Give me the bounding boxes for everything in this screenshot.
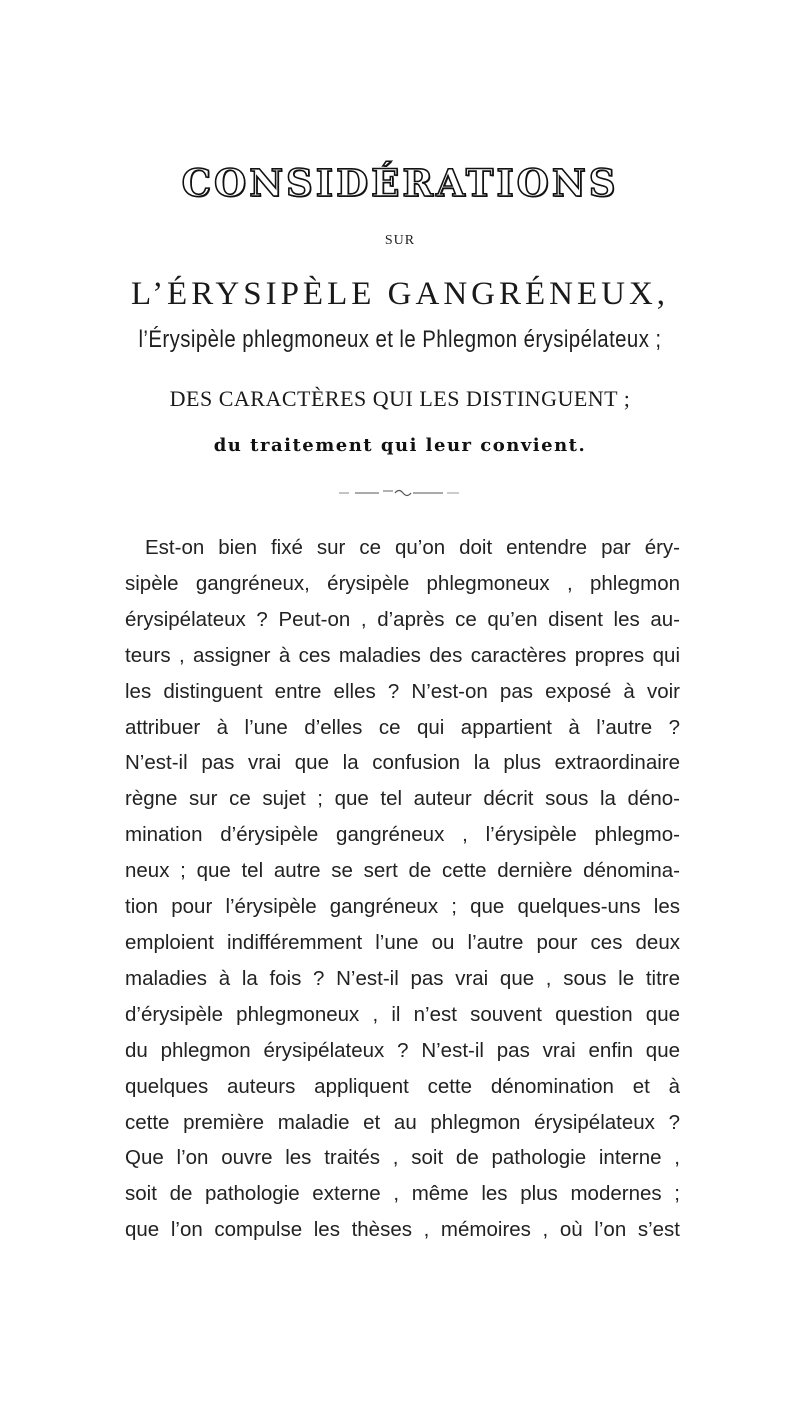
body-line: cette première maladie et au phlegmon érysipélateux ? <box>125 1110 680 1134</box>
body-line: quelques auteurs appliquent cette dénomination et à <box>125 1074 680 1098</box>
body-line: neux ; que tel autre se sert de cette dernière dénomina- <box>125 859 680 883</box>
body-line: du phlegmon érysipélateux ? N’est-il pas vrai enfin que <box>125 1038 680 1062</box>
subtitle-line: l’Érysipèle phlegmoneux et le Phlegmon érysipélateux ; <box>138 326 662 353</box>
body-line: que l’on compulse les thèses , mémoires , où l’on s’est <box>125 1218 680 1242</box>
body-line: d’érysipèle phlegmoneux , il n’est souvent question que <box>125 1002 680 1026</box>
body-line: maladies à la fois ? N’est-il pas vrai que , sous le titre <box>125 966 680 990</box>
body-line: tion pour l’érysipèle gangréneux ; que quelques-uns les <box>125 895 680 919</box>
body-line: emploient indifféremment l’une ou l’autre pour ces deux <box>125 930 680 954</box>
body-line: les distinguent entre elles ? N’est-on pas exposé à voir <box>125 679 680 703</box>
body-line: Que l’on ouvre les traités , soit de pathologie interne , <box>125 1146 680 1170</box>
body-line: règne sur ce sujet ; que tel auteur décrit sous la déno- <box>125 787 680 811</box>
body-line: érysipélateux ? Peut-on , d’après ce qu’en disent les au- <box>125 607 680 631</box>
body-paragraph <box>125 530 680 1248</box>
title-connector: SUR <box>384 233 416 248</box>
decorative-rule-icon <box>335 486 465 500</box>
body-line: attribuer à l’une d’elles ce qui appartient à l’autre ? <box>125 715 680 739</box>
body-line: Est-on bien fixé sur ce qu’on doit entendre par éry- <box>145 536 680 559</box>
subject-title: L’ÉRYSIPÈLE GANGRÉNEUX, <box>130 276 670 312</box>
subtitle-treatment: du traitement qui leur convient. <box>213 435 587 456</box>
body-line: teurs , assigner à ces maladies des caractères propres qui <box>125 643 680 667</box>
body-line: sipèle gangréneux, érysipèle phlegmoneux , phlegmon <box>125 571 680 595</box>
body-line: mination d’érysipèle gangréneux , l’érysipèle phlegmo- <box>125 823 680 847</box>
body-line: soit de pathologie externe , même les plus modernes ; <box>125 1182 680 1206</box>
subtitle-distinguish: DES CARACTÈRES QUI LES DISTINGUENT ; <box>169 386 631 411</box>
body-line: N’est-il pas vrai que la confusion la plus extraordinaire <box>125 751 680 775</box>
main-title: CONSIDÉRATIONS <box>181 161 619 205</box>
